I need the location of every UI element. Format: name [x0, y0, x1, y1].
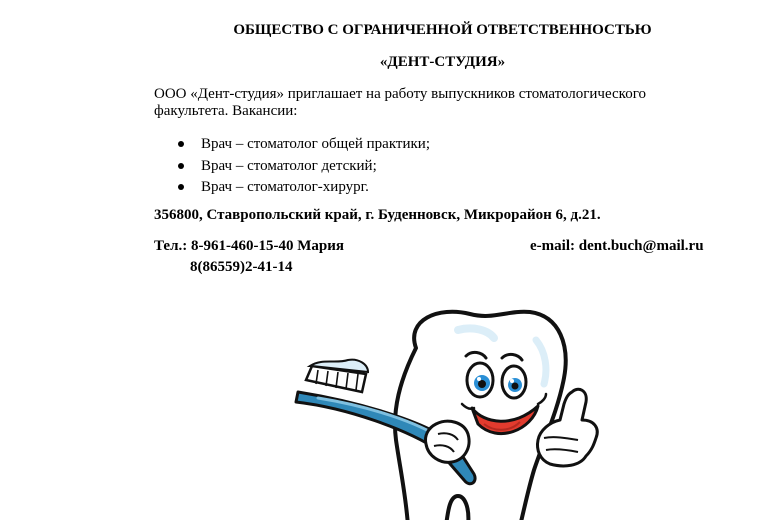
list-item [154, 156, 430, 178]
tooth-with-toothbrush-icon [288, 300, 608, 520]
vacancy-text: Врач – стоматолог общей практики; [201, 136, 430, 152]
bullet-icon [178, 163, 184, 169]
company-name: «ДЕНТ-СТУДИЯ» [379, 54, 506, 70]
list-item [154, 134, 430, 156]
email-contact: e-mail: dent.buch@mail.ru [530, 238, 704, 254]
bullet-icon [178, 184, 184, 190]
vacancy-text: Врач – стоматолог детский; [201, 157, 377, 174]
vacancy-list [154, 134, 430, 199]
phone-line-2: 8(86559)2-41-14 [190, 259, 293, 275]
address: 356800, Ставропольский край, г. Буденновск, Микрорайон 6, д.21. [154, 207, 601, 223]
intro-paragraph: ООО «Дент-студия» приглашает на работу выпускников стоматологического факультета. Вакансии: [154, 86, 646, 119]
list-item [154, 177, 430, 199]
phone-line-1: Тел.: 8-961-460-15-40 Мария [154, 238, 344, 254]
vacancy-text: Врач – стоматолог-хирург. [201, 179, 369, 195]
bullet-icon [178, 141, 184, 147]
company-legal-form: ОБЩЕСТВО С ОГРАНИЧЕННОЙ ОТВЕТСТВЕННОСТЬЮ [233, 22, 652, 38]
